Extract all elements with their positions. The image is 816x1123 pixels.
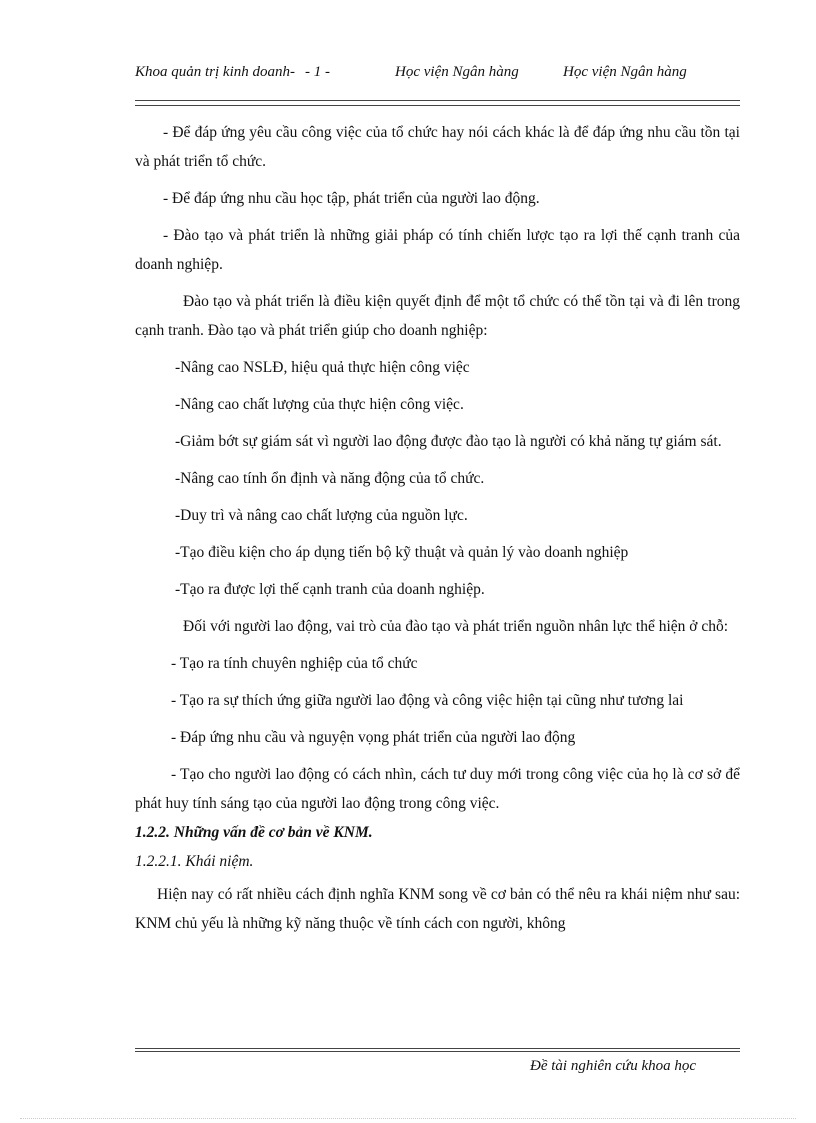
header-institution-repeat: Học viện Ngân hàng	[563, 64, 687, 80]
list-item: - Tạo cho người lao động có cách nhìn, cách tư duy mới trong công việc của họ là cơ sở để phát huy tính sáng tạo của người lao động trong công việc.	[135, 766, 740, 812]
header-page-number: - 1 -	[305, 64, 330, 80]
paragraph: Đối với người lao động, vai trò của đào tạo và phát triển nguồn nhân lực thể hiện ở chỗ:	[183, 618, 729, 635]
header-rule	[135, 100, 740, 106]
page-edge-divider	[20, 1118, 796, 1119]
list-item: -Nâng cao chất lượng của thực hiện công việc.	[175, 396, 464, 413]
paragraph: Đào tạo và phát triển là điều kiện quyết định để một tổ chức có thể tồn tại và đi lên trong cạnh tranh. Đào tạo và phát triển giúp cho doanh nghiệp:	[135, 293, 740, 339]
header-institution: Học viện Ngân hàng	[395, 64, 519, 80]
list-item: -Nâng cao NSLĐ, hiệu quả thực hiện công việc	[175, 359, 470, 376]
section-heading: 1.2.2. Những vấn đề cơ bản về KNM.	[135, 824, 373, 841]
subsection-heading: 1.2.2.1. Khái niệm.	[135, 853, 254, 870]
list-item: -Giảm bớt sự giám sát vì người lao động được đào tạo là người có khả năng tự giám sát.	[175, 433, 722, 450]
page-footer: Đề tài nghiên cứu khoa học	[530, 1058, 697, 1074]
document-body	[135, 118, 740, 946]
paragraph: - Để đáp ứng nhu cầu học tập, phát triển của người lao động.	[163, 190, 540, 207]
paragraph: - Để đáp ứng yêu cầu công việc của tổ chức hay nói cách khác là để đáp ứng nhu cầu tồn tại và phát triển tổ chức.	[135, 124, 740, 170]
list-item: - Tạo ra sự thích ứng giữa người lao động và công việc hiện tại cũng như tương lai	[171, 692, 684, 709]
list-item: -Duy trì và nâng cao chất lượng của nguồn lực.	[175, 507, 468, 524]
list-item: -Tạo điều kiện cho áp dụng tiến bộ kỹ thuật và quản lý vào doanh nghiệp	[175, 544, 629, 561]
list-item: -Nâng cao tính ổn định và năng động của tổ chức.	[175, 470, 485, 487]
footer-rule	[135, 1048, 740, 1052]
list-item: - Tạo ra tính chuyên nghiệp của tổ chức	[171, 655, 418, 672]
paragraph: - Đào tạo và phát triển là những giải pháp có tính chiến lược tạo ra lợi thế cạnh tranh của doanh nghiệp.	[135, 227, 740, 273]
header-faculty: Khoa quản trị kinh doanh-	[135, 64, 295, 80]
list-item: -Tạo ra được lợi thế cạnh tranh của doanh nghiệp.	[175, 581, 485, 598]
list-item: - Đáp ứng nhu cầu và nguyện vọng phát triển của người lao động	[171, 729, 576, 746]
paragraph: Hiện nay có rất nhiều cách định nghĩa KNM song về cơ bản có thể nêu ra khái niệm như sau: KNM chủ yếu là những kỹ năng thuộc về tính cách con người, không	[135, 886, 740, 932]
